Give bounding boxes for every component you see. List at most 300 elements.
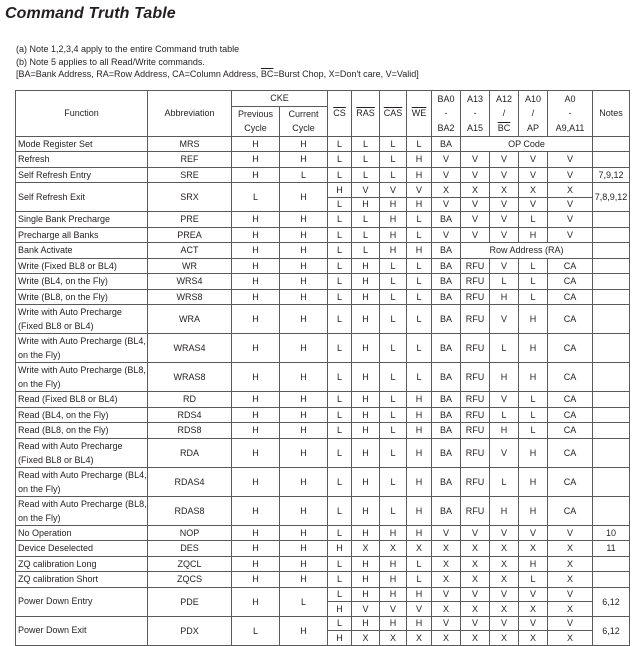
notes-cell: 7,9,12 xyxy=(593,167,630,183)
cs-cell: L xyxy=(328,556,352,572)
ba-cell: V xyxy=(432,152,461,168)
header-cke: CKE xyxy=(232,91,328,107)
cke-current-cell: H xyxy=(280,227,328,243)
we-cell: L xyxy=(407,289,432,305)
notes-cell xyxy=(593,212,630,228)
a12-cell: H xyxy=(490,363,519,392)
header-ba0-line2: - xyxy=(444,108,448,118)
page-title: Command Truth Table xyxy=(5,5,176,22)
cs-cell: L xyxy=(328,392,352,408)
header-ba0-line3: BA2 xyxy=(437,122,455,133)
a10-cell: V xyxy=(519,587,548,602)
we-cell: X xyxy=(407,631,432,646)
cs-cell: L xyxy=(328,197,352,212)
cs-cell: L xyxy=(328,274,352,290)
cke-current-cell: L xyxy=(280,587,328,616)
cs-cell: L xyxy=(328,334,352,363)
cs-cell: L xyxy=(328,423,352,439)
a10-cell: H xyxy=(519,467,548,496)
cs-cell: H xyxy=(328,541,352,557)
function-cell: Write (BL8, on the Fly) xyxy=(16,289,148,305)
a13-cell: RFU xyxy=(461,334,490,363)
abbreviation-cell: MRS xyxy=(148,136,232,152)
cas-cell: V xyxy=(380,183,407,198)
ba-cell: BA xyxy=(432,467,461,496)
a10-cell: H xyxy=(519,334,548,363)
table-row xyxy=(16,556,630,572)
notes-cell: 10 xyxy=(593,525,630,541)
function-cell: Read (Fixed BL8 or BL4) xyxy=(16,392,148,408)
op-code-cell: OP Code xyxy=(461,136,593,152)
abbreviation-cell: RDAS4 xyxy=(148,467,232,496)
we-cell: H xyxy=(407,167,432,183)
cas-cell: L xyxy=(380,136,407,152)
header-a10-line1: A10 xyxy=(525,93,542,104)
notes-cell xyxy=(593,407,630,423)
cke-previous-cell: H xyxy=(232,305,280,334)
a0-cell: X xyxy=(548,631,593,646)
cs-cell: H xyxy=(328,602,352,617)
we-cell: H xyxy=(407,496,432,525)
we-cell: L xyxy=(407,556,432,572)
abbreviation-cell: SRE xyxy=(148,167,232,183)
a13-cell: V xyxy=(461,212,490,228)
table-row xyxy=(16,363,630,392)
a0-cell: CA xyxy=(548,392,593,408)
a13-cell: V xyxy=(461,616,490,631)
a12-cell: V xyxy=(490,587,519,602)
a12-cell: V xyxy=(490,305,519,334)
table-row xyxy=(16,407,630,423)
a0-cell: CA xyxy=(548,363,593,392)
ba-cell: V xyxy=(432,167,461,183)
a0-cell: CA xyxy=(548,496,593,525)
header-a12-line1: A12 xyxy=(496,93,513,104)
cas-cell: L xyxy=(380,467,407,496)
a13-cell: RFU xyxy=(461,258,490,274)
abbreviation-cell: RD xyxy=(148,392,232,408)
a12-cell: V xyxy=(490,167,519,183)
notes-cell: 7,8,9,12 xyxy=(593,183,630,212)
ba-cell: X xyxy=(432,183,461,198)
a12-cell: V xyxy=(490,152,519,168)
command-truth-table xyxy=(15,90,630,646)
cke-current-cell: H xyxy=(280,407,328,423)
ba-cell: BA xyxy=(432,407,461,423)
ba-cell: BA xyxy=(432,305,461,334)
header-a0-line1: A0 xyxy=(564,93,576,104)
function-cell: Power Down Entry xyxy=(16,587,148,616)
header-function: Function xyxy=(16,91,148,137)
a12-cell: H xyxy=(490,496,519,525)
note-b: (b) Note 5 applies to all Read/Write commands. xyxy=(16,56,205,67)
we-cell: H xyxy=(407,152,432,168)
table-row xyxy=(16,572,630,588)
header-cke-current-line1: Current xyxy=(288,108,319,119)
table-row xyxy=(16,227,630,243)
header-a13-line1: A13 xyxy=(467,93,484,104)
cke-current-cell: H xyxy=(280,616,328,645)
a0-cell: V xyxy=(548,197,593,212)
cke-previous-cell: H xyxy=(232,136,280,152)
a13-cell: RFU xyxy=(461,438,490,467)
a0-cell: V xyxy=(548,152,593,168)
we-cell: H xyxy=(407,525,432,541)
we-cell: L xyxy=(407,227,432,243)
cs-cell: L xyxy=(328,363,352,392)
function-cell: Read (BL8, on the Fly) xyxy=(16,423,148,439)
abbreviation-cell: ZQCS xyxy=(148,572,232,588)
a0-cell: CA xyxy=(548,407,593,423)
table-row xyxy=(16,334,630,363)
cs-cell: L xyxy=(328,212,352,228)
cke-current-cell: H xyxy=(280,467,328,496)
ras-cell: H xyxy=(352,616,380,631)
header-a13-line2: - xyxy=(473,108,477,118)
cke-previous-cell: H xyxy=(232,467,280,496)
cke-current-cell: H xyxy=(280,243,328,259)
a13-cell: RFU xyxy=(461,423,490,439)
we-cell: L xyxy=(407,572,432,588)
table-row xyxy=(16,423,630,439)
ba-cell: X xyxy=(432,541,461,557)
cs-cell: L xyxy=(328,572,352,588)
cke-current-cell: H xyxy=(280,183,328,212)
ba-cell: BA xyxy=(432,243,461,259)
abbreviation-cell: PDX xyxy=(148,616,232,645)
cs-cell: L xyxy=(328,525,352,541)
we-cell: H xyxy=(407,467,432,496)
cke-current-cell: H xyxy=(280,572,328,588)
notes-cell xyxy=(593,274,630,290)
cke-previous-cell: H xyxy=(232,572,280,588)
a10-cell: H xyxy=(519,227,548,243)
header-ba0 xyxy=(432,91,461,137)
cs-cell: L xyxy=(328,152,352,168)
note-c-post: =Burst Chop, X=Don't care, V=Valid] xyxy=(273,69,419,79)
ba-cell: V xyxy=(432,227,461,243)
a13-cell: V xyxy=(461,167,490,183)
notes-cell xyxy=(593,227,630,243)
ras-cell: H xyxy=(352,525,380,541)
cs-cell: L xyxy=(328,616,352,631)
ba-cell: BA xyxy=(432,136,461,152)
ras-cell: H xyxy=(352,274,380,290)
a12-cell: V xyxy=(490,392,519,408)
notes-cell xyxy=(593,334,630,363)
a10-cell: V xyxy=(519,197,548,212)
a13-cell: RFU xyxy=(461,407,490,423)
we-cell: H xyxy=(407,616,432,631)
a0-cell: CA xyxy=(548,423,593,439)
table-row xyxy=(16,541,630,557)
a13-cell: V xyxy=(461,227,490,243)
a0-cell: X xyxy=(548,572,593,588)
ras-cell: H xyxy=(352,363,380,392)
cke-previous-cell: H xyxy=(232,525,280,541)
a12-cell: L xyxy=(490,467,519,496)
a0-cell: V xyxy=(548,587,593,602)
notes-cell xyxy=(593,363,630,392)
ba-cell: BA xyxy=(432,392,461,408)
note-c xyxy=(16,68,419,81)
we-cell: L xyxy=(407,305,432,334)
table-row xyxy=(16,467,630,496)
header-a0 xyxy=(548,91,593,137)
a12-cell: L xyxy=(490,407,519,423)
function-cell: Bank Activate xyxy=(16,243,148,259)
a0-cell: CA xyxy=(548,334,593,363)
ba-cell: V xyxy=(432,197,461,212)
ras-cell: X xyxy=(352,541,380,557)
a0-cell: CA xyxy=(548,289,593,305)
cke-previous-cell: H xyxy=(232,363,280,392)
cke-current-cell: H xyxy=(280,334,328,363)
function-cell: Write with Auto Precharge (BL4, on the Fly) xyxy=(16,334,148,363)
ras-cell: H xyxy=(352,197,380,212)
function-cell: Write (Fixed BL8 or BL4) xyxy=(16,258,148,274)
cs-cell: L xyxy=(328,407,352,423)
note-c-bc: $\overline{BC}$ xyxy=(260,69,274,79)
cke-current-cell: H xyxy=(280,392,328,408)
table-row xyxy=(16,392,630,408)
header-a10 xyxy=(519,91,548,137)
abbreviation-cell: NOP xyxy=(148,525,232,541)
a12-cell: X xyxy=(490,602,519,617)
ba-cell: BA xyxy=(432,212,461,228)
header-cke-previous-line1: Previous xyxy=(237,108,273,119)
a13-cell: RFU xyxy=(461,363,490,392)
ras-cell: H xyxy=(352,289,380,305)
a10-cell: X xyxy=(519,541,548,557)
cas-cell: L xyxy=(380,334,407,363)
a0-cell: CA xyxy=(548,274,593,290)
header-cs: $\overline{CS}$ xyxy=(328,91,352,137)
cs-cell: L xyxy=(328,258,352,274)
cke-current-cell: H xyxy=(280,258,328,274)
a0-cell: CA xyxy=(548,467,593,496)
ras-cell: L xyxy=(352,167,380,183)
a10-cell: L xyxy=(519,407,548,423)
cke-previous-cell: H xyxy=(232,274,280,290)
abbreviation-cell: PREA xyxy=(148,227,232,243)
abbreviation-cell: WRS8 xyxy=(148,289,232,305)
abbreviation-cell: RDAS8 xyxy=(148,496,232,525)
a12-cell: V xyxy=(490,212,519,228)
cas-cell: L xyxy=(380,438,407,467)
a0-cell: V xyxy=(548,212,593,228)
function-cell: Read with Auto Precharge (Fixed BL8 or BL4) xyxy=(16,438,148,467)
header-a12-line3: $\overline{BC}$ xyxy=(497,122,511,133)
a10-cell: V xyxy=(519,525,548,541)
cas-cell: H xyxy=(380,197,407,212)
a0-cell: X xyxy=(548,602,593,617)
header-a13 xyxy=(461,91,490,137)
cas-cell: H xyxy=(380,243,407,259)
a10-cell: X xyxy=(519,183,548,198)
a13-cell: X xyxy=(461,541,490,557)
header-a12-line2: / xyxy=(502,108,506,118)
table-row xyxy=(16,289,630,305)
table-row xyxy=(16,616,630,631)
cs-cell: H xyxy=(328,631,352,646)
a10-cell: L xyxy=(519,392,548,408)
cke-current-cell: H xyxy=(280,556,328,572)
ba-cell: V xyxy=(432,616,461,631)
cas-cell: L xyxy=(380,258,407,274)
abbreviation-cell: PRE xyxy=(148,212,232,228)
notes-cell xyxy=(593,556,630,572)
a10-cell: L xyxy=(519,274,548,290)
cke-current-cell: L xyxy=(280,167,328,183)
ras-cell: H xyxy=(352,587,380,602)
ras-cell: H xyxy=(352,438,380,467)
cas-cell: X xyxy=(380,631,407,646)
abbreviation-cell: ACT xyxy=(148,243,232,259)
cas-cell: L xyxy=(380,363,407,392)
ba-cell: BA xyxy=(432,289,461,305)
notes-cell xyxy=(593,496,630,525)
function-cell: Precharge all Banks xyxy=(16,227,148,243)
a13-cell: X xyxy=(461,556,490,572)
header-a10-line2: / xyxy=(531,108,535,118)
table-row xyxy=(16,258,630,274)
cas-cell: L xyxy=(380,423,407,439)
cas-cell: L xyxy=(380,407,407,423)
header-ba0-line1: BA0 xyxy=(437,93,455,104)
header-a13-line3: A15 xyxy=(467,122,484,133)
cke-previous-cell: H xyxy=(232,423,280,439)
a13-cell: V xyxy=(461,587,490,602)
a12-cell: V xyxy=(490,616,519,631)
a10-cell: L xyxy=(519,289,548,305)
table-row xyxy=(16,136,630,152)
cke-previous-cell: H xyxy=(232,438,280,467)
ras-cell: V xyxy=(352,602,380,617)
table-row xyxy=(16,587,630,602)
notes-cell xyxy=(593,392,630,408)
ras-cell: H xyxy=(352,305,380,334)
cs-cell: L xyxy=(328,167,352,183)
cke-current-cell: H xyxy=(280,541,328,557)
abbreviation-cell: ZQCL xyxy=(148,556,232,572)
a12-cell: X xyxy=(490,541,519,557)
cas-cell: L xyxy=(380,496,407,525)
ba-cell: X xyxy=(432,631,461,646)
ras-cell: H xyxy=(352,556,380,572)
cke-current-cell: H xyxy=(280,212,328,228)
table-row xyxy=(16,243,630,259)
ras-cell: V xyxy=(352,183,380,198)
a12-cell: L xyxy=(490,274,519,290)
function-cell: Self Refresh Exit xyxy=(16,183,148,212)
header-cke-current-line2: Cycle xyxy=(292,123,315,133)
ba-cell: BA xyxy=(432,363,461,392)
abbreviation-cell: WRAS8 xyxy=(148,363,232,392)
cke-previous-cell: H xyxy=(232,227,280,243)
header-notes: Notes xyxy=(593,91,630,137)
table-body xyxy=(16,136,630,645)
cas-cell: L xyxy=(380,167,407,183)
cke-previous-cell: H xyxy=(232,289,280,305)
abbreviation-cell: WR xyxy=(148,258,232,274)
a13-cell: V xyxy=(461,525,490,541)
a13-cell: V xyxy=(461,152,490,168)
table-row xyxy=(16,152,630,168)
we-cell: L xyxy=(407,258,432,274)
a0-cell: X xyxy=(548,541,593,557)
cke-current-cell: H xyxy=(280,363,328,392)
cke-previous-cell: H xyxy=(232,496,280,525)
function-cell: Mode Register Set xyxy=(16,136,148,152)
header-cke-current xyxy=(280,106,328,136)
a13-cell: RFU xyxy=(461,289,490,305)
cas-cell: L xyxy=(380,274,407,290)
a10-cell: H xyxy=(519,363,548,392)
cke-previous-cell: H xyxy=(232,556,280,572)
function-cell: Device Deselected xyxy=(16,541,148,557)
cs-cell: L xyxy=(328,467,352,496)
ba-cell: X xyxy=(432,556,461,572)
table-header xyxy=(16,91,630,137)
we-cell: L xyxy=(407,363,432,392)
cs-cell: L xyxy=(328,289,352,305)
a12-cell: V xyxy=(490,197,519,212)
table-row xyxy=(16,274,630,290)
cs-cell: L xyxy=(328,438,352,467)
a0-cell: V xyxy=(548,227,593,243)
table-row xyxy=(16,438,630,467)
header-a12 xyxy=(490,91,519,137)
cke-previous-cell: H xyxy=(232,258,280,274)
cs-cell: L xyxy=(328,136,352,152)
ras-cell: H xyxy=(352,423,380,439)
cke-previous-cell: H xyxy=(232,392,280,408)
notes-cell: 11 xyxy=(593,541,630,557)
a13-cell: RFU xyxy=(461,274,490,290)
abbreviation-cell: WRS4 xyxy=(148,274,232,290)
ras-cell: L xyxy=(352,212,380,228)
a0-cell: CA xyxy=(548,438,593,467)
cke-current-cell: H xyxy=(280,152,328,168)
we-cell: X xyxy=(407,541,432,557)
header-a0-line3: A9,A11 xyxy=(555,122,585,133)
ba-cell: BA xyxy=(432,334,461,363)
a12-cell: H xyxy=(490,289,519,305)
we-cell: L xyxy=(407,136,432,152)
cke-previous-cell: H xyxy=(232,407,280,423)
header-cke-previous-line2: Cycle xyxy=(244,123,267,133)
header-cke-previous xyxy=(232,106,280,136)
table-row xyxy=(16,305,630,334)
function-cell: Self Refresh Entry xyxy=(16,167,148,183)
a12-cell: V xyxy=(490,258,519,274)
a13-cell: RFU xyxy=(461,392,490,408)
cas-cell: H xyxy=(380,227,407,243)
a10-cell: X xyxy=(519,631,548,646)
cs-cell: H xyxy=(328,183,352,198)
table-row xyxy=(16,212,630,228)
cas-cell: H xyxy=(380,525,407,541)
ras-cell: L xyxy=(352,227,380,243)
notes-cell xyxy=(593,572,630,588)
we-cell: H xyxy=(407,197,432,212)
we-cell: H xyxy=(407,243,432,259)
ras-cell: H xyxy=(352,407,380,423)
cas-cell: H xyxy=(380,616,407,631)
cke-current-cell: H xyxy=(280,438,328,467)
a12-cell: X xyxy=(490,556,519,572)
